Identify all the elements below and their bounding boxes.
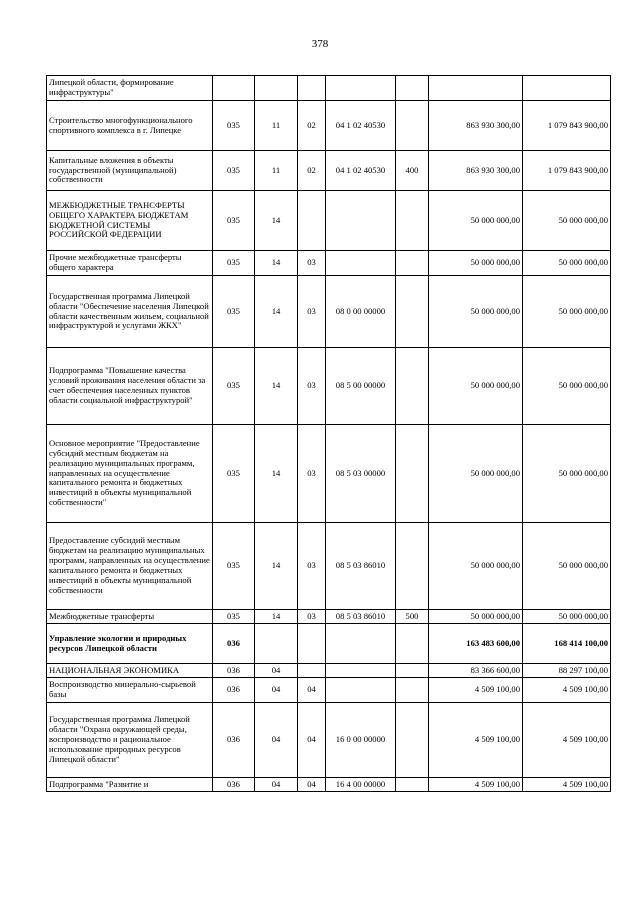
- cell-target-code: [326, 664, 396, 678]
- cell-subsection-code: 03: [298, 348, 326, 425]
- cell-amount-year-2: 4 509 100,00: [523, 703, 611, 778]
- cell-expense-type-code: 500: [396, 610, 429, 624]
- cell-ministry-code: 035: [213, 151, 255, 191]
- cell-expense-type-code: [396, 523, 429, 610]
- table-row: [47, 678, 611, 703]
- table-row: [47, 778, 611, 792]
- cell-subsection-code: 04: [298, 778, 326, 792]
- cell-ministry-code: [213, 76, 255, 101]
- cell-amount-year-1: 50 000 000,00: [429, 523, 523, 610]
- table-row: [47, 251, 611, 276]
- cell-expense-type-code: [396, 703, 429, 778]
- cell-amount-year-1: 4 509 100,00: [429, 778, 523, 792]
- table-row: [47, 703, 611, 778]
- cell-name: Прочие межбюджетные трансферты общего характера: [47, 251, 213, 276]
- cell-amount-year-1: 50 000 000,00: [429, 276, 523, 348]
- cell-section-code: [255, 624, 298, 664]
- cell-ministry-code: 035: [213, 425, 255, 523]
- cell-expense-type-code: [396, 191, 429, 251]
- cell-subsection-code: [298, 76, 326, 101]
- cell-amount-year-2: 50 000 000,00: [523, 191, 611, 251]
- cell-section-code: 04: [255, 678, 298, 703]
- cell-section-code: 14: [255, 425, 298, 523]
- cell-subsection-code: 03: [298, 251, 326, 276]
- cell-subsection-code: [298, 191, 326, 251]
- cell-ministry-code: 035: [213, 191, 255, 251]
- cell-target-code: 08 5 03 86010: [326, 523, 396, 610]
- cell-target-code: [326, 624, 396, 664]
- cell-expense-type-code: [396, 425, 429, 523]
- cell-name: Липецкой области, формирование инфраструктуры": [47, 76, 213, 101]
- cell-name: Строительство многофункционального спортивного комплекса в г. Липецке: [47, 101, 213, 151]
- cell-target-code: 04 1 02 40530: [326, 151, 396, 191]
- cell-subsection-code: 04: [298, 678, 326, 703]
- cell-name: Воспроизводство минерально-сырьевой базы: [47, 678, 213, 703]
- cell-expense-type-code: [396, 778, 429, 792]
- cell-ministry-code: 036: [213, 778, 255, 792]
- cell-name: НАЦИОНАЛЬНАЯ ЭКОНОМИКА: [47, 664, 213, 678]
- cell-amount-year-2: 50 000 000,00: [523, 425, 611, 523]
- cell-subsection-code: 03: [298, 523, 326, 610]
- cell-section-code: 14: [255, 251, 298, 276]
- table-row: [47, 101, 611, 151]
- table-row: [47, 76, 611, 101]
- cell-ministry-code: 035: [213, 251, 255, 276]
- cell-target-code: 08 5 03 00000: [326, 425, 396, 523]
- cell-name: Подпрограмма "Развитие и: [47, 778, 213, 792]
- cell-amount-year-1: 50 000 000,00: [429, 191, 523, 251]
- cell-expense-type-code: [396, 251, 429, 276]
- cell-name: МЕЖБЮДЖЕТНЫЕ ТРАНСФЕРТЫ ОБЩЕГО ХАРАКТЕРА БЮДЖЕТАМ БЮДЖЕТНОЙ СИСТЕМЫ РОССИЙСКОЙ ФЕДЕРАЦИИ: [47, 191, 213, 251]
- cell-amount-year-1: 163 483 600,00: [429, 624, 523, 664]
- table-row: [47, 425, 611, 523]
- cell-section-code: 04: [255, 778, 298, 792]
- table-row: [47, 664, 611, 678]
- cell-ministry-code: 036: [213, 624, 255, 664]
- cell-name: Предоставление субсидий местным бюджетам на реализацию муниципальных программ, направленных на осуществление капитального ремонта и бюджетных инвестиций в объекты муниципальной собственности: [47, 523, 213, 610]
- table-row: [47, 523, 611, 610]
- cell-expense-type-code: [396, 101, 429, 151]
- cell-ministry-code: 035: [213, 101, 255, 151]
- cell-amount-year-2: 168 414 100,00: [523, 624, 611, 664]
- cell-name: Государственная программа Липецкой области "Обеспечение населения Липецкой области качественным жильем, социальной инфраструктурой и услугами ЖКХ": [47, 276, 213, 348]
- cell-name: Управление экологии и природных ресурсов Липецкой области: [47, 624, 213, 664]
- cell-amount-year-2: 4 509 100,00: [523, 778, 611, 792]
- cell-amount-year-1: 863 930 300,00: [429, 101, 523, 151]
- cell-expense-type-code: 400: [396, 151, 429, 191]
- budget-table: [46, 75, 611, 792]
- cell-expense-type-code: [396, 678, 429, 703]
- table-row: [47, 610, 611, 624]
- cell-name: Межбюджетные трансферты: [47, 610, 213, 624]
- cell-amount-year-1: 50 000 000,00: [429, 251, 523, 276]
- cell-amount-year-2: 88 297 100,00: [523, 664, 611, 678]
- cell-section-code: 14: [255, 523, 298, 610]
- cell-ministry-code: 035: [213, 276, 255, 348]
- cell-subsection-code: 03: [298, 276, 326, 348]
- cell-ministry-code: 036: [213, 664, 255, 678]
- cell-ministry-code: 036: [213, 703, 255, 778]
- cell-amount-year-1: 4 509 100,00: [429, 703, 523, 778]
- cell-ministry-code: 035: [213, 610, 255, 624]
- cell-target-code: 08 0 00 00000: [326, 276, 396, 348]
- cell-amount-year-1: 50 000 000,00: [429, 610, 523, 624]
- cell-amount-year-2: 50 000 000,00: [523, 276, 611, 348]
- cell-expense-type-code: [396, 348, 429, 425]
- cell-name: Капитальные вложения в объекты государственной (муниципальной) собственности: [47, 151, 213, 191]
- cell-target-code: [326, 76, 396, 101]
- cell-target-code: [326, 191, 396, 251]
- cell-section-code: [255, 76, 298, 101]
- cell-expense-type-code: [396, 76, 429, 101]
- cell-amount-year-2: 50 000 000,00: [523, 348, 611, 425]
- table-row: [47, 624, 611, 664]
- cell-target-code: 08 5 03 86010: [326, 610, 396, 624]
- cell-amount-year-2: 1 079 843 900,00: [523, 151, 611, 191]
- table-row: [47, 191, 611, 251]
- cell-target-code: 04 1 02 40530: [326, 101, 396, 151]
- cell-name: Подпрограмма "Повышение качества условий проживания населения области за счет обеспечения населенных пунктов области социальной инфраструктурой": [47, 348, 213, 425]
- cell-section-code: 14: [255, 276, 298, 348]
- cell-amount-year-2: 4 509 100,00: [523, 678, 611, 703]
- cell-subsection-code: 03: [298, 425, 326, 523]
- cell-subsection-code: 04: [298, 703, 326, 778]
- cell-expense-type-code: [396, 624, 429, 664]
- cell-section-code: 14: [255, 348, 298, 425]
- cell-section-code: 11: [255, 151, 298, 191]
- cell-target-code: [326, 251, 396, 276]
- cell-amount-year-2: 50 000 000,00: [523, 251, 611, 276]
- cell-amount-year-2: 50 000 000,00: [523, 610, 611, 624]
- cell-section-code: 04: [255, 664, 298, 678]
- cell-section-code: 14: [255, 610, 298, 624]
- table-row: [47, 276, 611, 348]
- cell-amount-year-2: [523, 76, 611, 101]
- page-number: 378: [311, 38, 329, 50]
- cell-ministry-code: 036: [213, 678, 255, 703]
- cell-amount-year-2: 1 079 843 900,00: [523, 101, 611, 151]
- cell-ministry-code: 035: [213, 348, 255, 425]
- table-row: [47, 151, 611, 191]
- cell-subsection-code: [298, 664, 326, 678]
- cell-section-code: 14: [255, 191, 298, 251]
- cell-target-code: 16 0 00 00000: [326, 703, 396, 778]
- cell-target-code: 08 5 00 00000: [326, 348, 396, 425]
- cell-name: Государственная программа Липецкой области "Охрана окружающей среды, воспроизводство и рациональное использование природных ресурсов Липецкой области": [47, 703, 213, 778]
- cell-amount-year-1: 4 509 100,00: [429, 678, 523, 703]
- cell-subsection-code: 02: [298, 101, 326, 151]
- cell-amount-year-1: 863 930 300,00: [429, 151, 523, 191]
- table-row: [47, 348, 611, 425]
- cell-subsection-code: [298, 624, 326, 664]
- cell-target-code: 16 4 00 00000: [326, 778, 396, 792]
- cell-section-code: 04: [255, 703, 298, 778]
- cell-amount-year-1: 83 366 600,00: [429, 664, 523, 678]
- cell-expense-type-code: [396, 664, 429, 678]
- cell-amount-year-1: 50 000 000,00: [429, 348, 523, 425]
- cell-amount-year-1: [429, 76, 523, 101]
- cell-name: Основное мероприятие "Предоставление субсидий местным бюджетам на реализацию муниципальных программ, направленных на осуществление капитального ремонта и бюджетных инвестиций в объекты муниципальной собственности": [47, 425, 213, 523]
- cell-subsection-code: 03: [298, 610, 326, 624]
- cell-section-code: 11: [255, 101, 298, 151]
- cell-ministry-code: 035: [213, 523, 255, 610]
- cell-target-code: [326, 678, 396, 703]
- cell-subsection-code: 02: [298, 151, 326, 191]
- cell-amount-year-1: 50 000 000,00: [429, 425, 523, 523]
- cell-amount-year-2: 50 000 000,00: [523, 523, 611, 610]
- cell-expense-type-code: [396, 276, 429, 348]
